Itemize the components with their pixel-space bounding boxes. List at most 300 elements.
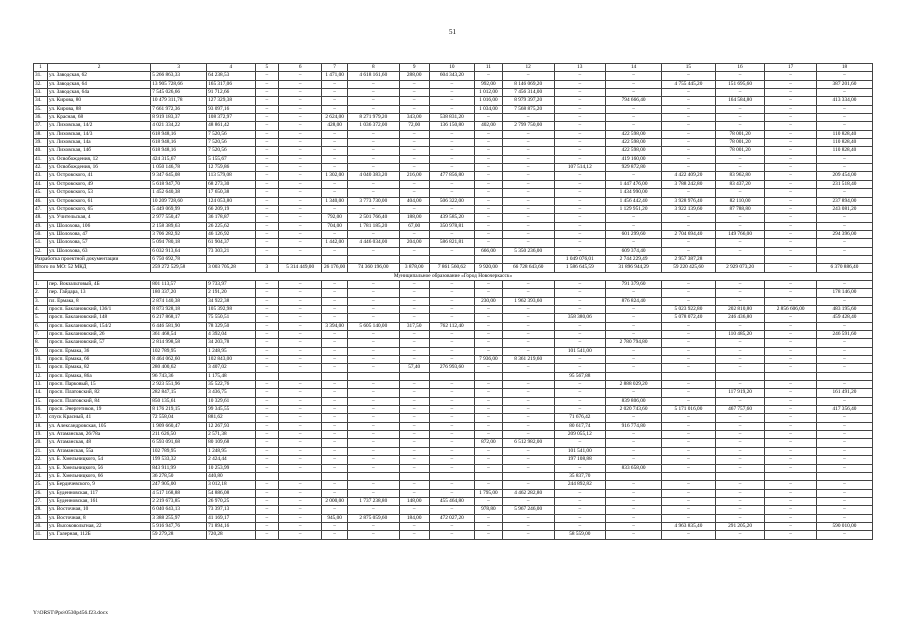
table-cell: –: [399, 289, 429, 297]
table-cell: 992,00: [474, 80, 502, 88]
table-cell: 5 350 236,00: [502, 247, 554, 255]
table-cell: 49.: [34, 222, 48, 230]
table-cell: –: [502, 347, 554, 355]
table-cell: –: [322, 422, 348, 430]
table-cell: –: [606, 80, 662, 88]
table-cell: –: [322, 381, 348, 389]
table-cell: –: [429, 489, 474, 497]
table-cell: 26 176,00: [322, 264, 348, 272]
table-row: [34, 481, 873, 489]
table-cell: 2 977 550,47: [151, 214, 207, 222]
table-cell: 422 598,00: [606, 147, 662, 155]
table-row: [34, 497, 873, 505]
table-cell: 839 806,00: [606, 397, 662, 405]
table-cell: 72 558,04: [151, 414, 207, 422]
table-cell: просп. Ермака, 66: [47, 356, 150, 364]
table-cell: 3 878,00: [399, 264, 429, 272]
table-cell: 2: [47, 64, 150, 72]
table-cell: –: [429, 189, 474, 197]
table-cell: Итого по МО: 52 МКД: [34, 264, 151, 272]
table-cell: –: [279, 356, 322, 364]
table-cell: –: [429, 205, 474, 213]
table-cell: 83 962,80: [715, 172, 764, 180]
table-cell: –: [348, 130, 400, 138]
table-cell: 34.: [34, 97, 48, 105]
table-cell: 17: [765, 64, 817, 72]
table-cell: 9 733,97: [207, 280, 255, 288]
table-cell: ул. Б. Хмельницкого, 54: [47, 456, 150, 464]
table-cell: –: [348, 397, 400, 405]
table-cell: 202 810,80: [715, 305, 764, 313]
table-cell: –: [502, 314, 554, 322]
table-cell: –: [399, 297, 429, 305]
table-cell: –: [554, 322, 606, 330]
table-cell: –: [554, 222, 606, 230]
table-cell: –: [255, 280, 279, 288]
table-cell: –: [474, 189, 502, 197]
table-cell: ул. Александровская, 105: [47, 422, 150, 430]
table-cell: –: [554, 72, 606, 80]
table-cell: 2 424,44: [207, 456, 255, 464]
table-row: [34, 297, 873, 305]
table-cell: 151 695,60: [715, 80, 764, 88]
table-cell: 26.: [34, 489, 48, 497]
table-cell: –: [429, 464, 474, 472]
table-cell: [662, 472, 716, 480]
table-cell: –: [429, 406, 474, 414]
table-cell: 1 036 372,00: [348, 122, 400, 130]
table-cell: ул. Восточная, 8: [47, 514, 150, 522]
table-cell: –: [816, 189, 872, 197]
table-cell: –: [502, 414, 554, 422]
table-cell: –: [502, 464, 554, 472]
table-row: [34, 114, 873, 122]
table-cell: 10 329,61: [207, 397, 255, 405]
table-cell: –: [279, 297, 322, 305]
table-cell: 101 541,00: [554, 347, 606, 355]
table-cell: –: [662, 122, 716, 130]
table-cell: –: [399, 247, 429, 255]
table-cell: –: [348, 422, 400, 430]
table-cell: –: [606, 356, 662, 364]
table-cell: ул. Б. Хмельницкого, 66: [47, 472, 150, 480]
table-cell: –: [399, 139, 429, 147]
table-cell: ул. Б. Хмельницкого, 56: [47, 464, 150, 472]
table-cell: 3 012,18: [207, 481, 255, 489]
table-cell: –: [255, 481, 279, 489]
table-cell: 833 658,00: [606, 464, 662, 472]
table-cell: –: [502, 447, 554, 455]
table-cell: –: [502, 130, 554, 138]
table-cell: –: [554, 439, 606, 447]
table-cell: –: [322, 89, 348, 97]
table-cell: [816, 255, 872, 263]
table-cell: –: [554, 305, 606, 313]
table-cell: –: [606, 497, 662, 505]
table-cell: –: [816, 239, 872, 247]
table-cell: –: [715, 489, 764, 497]
table-cell: –: [765, 72, 817, 80]
table-row: [34, 139, 873, 147]
table-cell: –: [474, 339, 502, 347]
table-cell: 4 392,04: [207, 331, 255, 339]
table-cell: 91 712,66: [207, 89, 255, 97]
table-cell: –: [474, 364, 502, 372]
table-cell: –: [279, 406, 322, 414]
table-cell: ул. Атаманская, 26/78а: [47, 431, 150, 439]
table-cell: –: [322, 289, 348, 297]
table-cell: 7 568 875,20: [502, 105, 554, 113]
table-cell: 13 905 728,66: [151, 80, 207, 88]
table-cell: 199 533,32: [151, 456, 207, 464]
table-row: [34, 372, 873, 380]
table-cell: 16: [715, 64, 764, 72]
table-cell: –: [662, 155, 716, 163]
table-cell: 96 743,36: [151, 372, 207, 380]
table-cell: 2 158 389,63: [151, 222, 207, 230]
table-cell: 54 886,08: [207, 489, 255, 497]
table-cell: –: [662, 506, 716, 514]
table-cell: –: [255, 97, 279, 105]
table-cell: 1 962 393,60: [502, 297, 554, 305]
table-cell: 35 522,76: [207, 381, 255, 389]
table-cell: ул. Восточная, 10: [47, 506, 150, 514]
table-cell: –: [255, 114, 279, 122]
table-cell: –: [429, 147, 474, 155]
table-cell: –: [715, 339, 764, 347]
table-cell: –: [322, 280, 348, 288]
table-cell: [502, 472, 554, 480]
table-cell: 36 178,87: [207, 214, 255, 222]
table-cell: 41 169,17: [207, 514, 255, 522]
table-cell: –: [255, 89, 279, 97]
table-cell: –: [715, 214, 764, 222]
table-cell: –: [348, 506, 400, 514]
table-cell: [662, 372, 716, 380]
table-cell: –: [474, 347, 502, 355]
table-cell: –: [554, 247, 606, 255]
table-cell: [816, 372, 872, 380]
table-cell: 720,28: [207, 531, 255, 539]
table-cell: 66 728 643,60: [502, 264, 554, 272]
table-cell: 161 491,20: [816, 389, 872, 397]
table-cell: –: [399, 230, 429, 238]
table-cell: –: [322, 506, 348, 514]
table-cell: [399, 255, 429, 263]
table-cell: –: [554, 130, 606, 138]
table-row: [34, 214, 873, 222]
table-cell: 762 112,40: [429, 322, 474, 330]
table-cell: –: [606, 514, 662, 522]
table-cell: ул. Атаманская, 55а: [47, 447, 150, 455]
table-cell: –: [715, 414, 764, 422]
table-cell: 41.: [34, 155, 48, 163]
table-cell: 38.: [34, 130, 48, 138]
table-cell: 294 396,00: [816, 230, 872, 238]
table-cell: [816, 472, 872, 480]
table-cell: ул. Высоковольтная, 22: [47, 522, 150, 530]
table-cell: пер. Гайдара, 13: [47, 289, 150, 297]
table-cell: 30.: [34, 522, 48, 530]
table-cell: [348, 372, 400, 380]
table-cell: –: [816, 514, 872, 522]
table-cell: 237 894,00: [816, 197, 872, 205]
table-cell: 244 892,82: [554, 481, 606, 489]
table-cell: –: [606, 414, 662, 422]
table-cell: –: [502, 497, 554, 505]
table-cell: ул. Заводская, 64: [47, 80, 150, 88]
table-cell: –: [715, 497, 764, 505]
table-cell: –: [662, 447, 716, 455]
table-cell: –: [322, 414, 348, 422]
table-cell: просп. Баклановский, 148: [47, 314, 150, 322]
table-cell: –: [554, 280, 606, 288]
table-cell: –: [348, 431, 400, 439]
table-cell: –: [255, 130, 279, 138]
table-cell: ул. Буденновская, 161: [47, 497, 150, 505]
table-cell: –: [816, 422, 872, 430]
table-cell: 10 479 311,78: [151, 97, 207, 105]
table-cell: –: [816, 356, 872, 364]
table-cell: –: [322, 105, 348, 113]
table-cell: 8 979 397,20: [502, 97, 554, 105]
table-cell: 2 020 743,60: [606, 406, 662, 414]
table-cell: [322, 255, 348, 263]
table-cell: –: [255, 139, 279, 147]
table-cell: –: [322, 180, 348, 188]
table-cell: ул. Островского, 53: [47, 189, 150, 197]
table-cell: –: [348, 80, 400, 88]
table-cell: 459 428,40: [816, 314, 872, 322]
table-cell: 8 361 219,60: [502, 356, 554, 364]
table-cell: пл. Ермака, 8: [47, 297, 150, 305]
table-cell: –: [474, 522, 502, 530]
table-cell: –: [322, 147, 348, 155]
table-cell: –: [715, 531, 764, 539]
table-cell: ул. Лиховская, 14б: [47, 147, 150, 155]
table-cell: 46 126,92: [207, 230, 255, 238]
table-cell: 8 873 928,18: [151, 305, 207, 313]
table-cell: 1 471,00: [322, 72, 348, 80]
table-cell: –: [255, 464, 279, 472]
table-cell: –: [502, 289, 554, 297]
table-cell: 5 449 069,99: [151, 205, 207, 213]
table-row: [34, 280, 873, 288]
table-cell: 14: [606, 64, 662, 72]
table-cell: –: [279, 80, 322, 88]
table-cell: –: [255, 514, 279, 522]
table-cell: –: [765, 197, 817, 205]
table-cell: –: [429, 439, 474, 447]
table-cell: 75 550,51: [207, 314, 255, 322]
table-cell: 1 909 660,47: [151, 422, 207, 430]
table-cell: –: [816, 222, 872, 230]
table-cell: –: [502, 164, 554, 172]
table-cell: –: [474, 230, 502, 238]
table-cell: [348, 472, 400, 480]
table-cell: [255, 255, 279, 263]
table-cell: –: [765, 189, 817, 197]
table-cell: –: [765, 280, 817, 288]
table-cell: –: [765, 381, 817, 389]
table-cell: 2 929 073,20: [715, 264, 764, 272]
table-cell: –: [554, 406, 606, 414]
table-cell: –: [279, 122, 322, 130]
table-cell: –: [348, 464, 400, 472]
table-cell: –: [279, 389, 322, 397]
table-cell: –: [502, 322, 554, 330]
table-cell: –: [765, 297, 817, 305]
table-cell: –: [474, 205, 502, 213]
table-cell: 32.: [34, 80, 48, 88]
table-cell: –: [606, 322, 662, 330]
table-cell: 73 303,21: [207, 247, 255, 255]
table-cell: –: [322, 431, 348, 439]
table-cell: –: [348, 289, 400, 297]
table-cell: просп. Баклановский, 154/2: [47, 322, 150, 330]
table-cell: –: [399, 481, 429, 489]
table-cell: –: [429, 230, 474, 238]
table-cell: –: [348, 406, 400, 414]
table-cell: ул. Кирова, 80: [47, 97, 150, 105]
table-cell: –: [816, 364, 872, 372]
table-cell: –: [279, 139, 322, 147]
table-cell: –: [715, 222, 764, 230]
table-cell: –: [279, 347, 322, 355]
table-cell: –: [399, 205, 429, 213]
table-cell: –: [255, 389, 279, 397]
table-cell: –: [348, 189, 400, 197]
table-cell: –: [399, 164, 429, 172]
table-cell: [715, 372, 764, 380]
table-cell: ул. Шолохова, 63: [47, 247, 150, 255]
table-cell: 477 856,80: [429, 172, 474, 180]
table-row: [34, 406, 873, 414]
table-cell: –: [255, 406, 279, 414]
table-cell: –: [502, 531, 554, 539]
table-cell: –: [279, 514, 322, 522]
table-cell: –: [715, 155, 764, 163]
table-cell: –: [765, 389, 817, 397]
table-cell: –: [554, 122, 606, 130]
table-cell: –: [429, 289, 474, 297]
table-cell: 113 579,08: [207, 172, 255, 180]
table-cell: 204,00: [399, 239, 429, 247]
table-cell: –: [279, 305, 322, 313]
table-cell: –: [606, 364, 662, 372]
table-cell: 609 374,40: [606, 247, 662, 255]
table-cell: –: [474, 147, 502, 155]
table-cell: 2 799 750,00: [502, 122, 554, 130]
table-cell: 17.: [34, 414, 48, 422]
table-cell: 24.: [34, 472, 48, 480]
table-cell: 108 372,97: [207, 114, 255, 122]
table-cell: 288,00: [399, 72, 429, 80]
table-cell: –: [765, 172, 817, 180]
table-cell: –: [255, 205, 279, 213]
table-cell: –: [348, 339, 400, 347]
table-cell: –: [554, 172, 606, 180]
table-cell: ул. Освобождения, 16: [47, 164, 150, 172]
table-cell: –: [662, 280, 716, 288]
table-cell: 2 888 029,20: [606, 381, 662, 389]
table-cell: –: [765, 531, 817, 539]
table-cell: [715, 255, 764, 263]
table-cell: 58 559,00: [554, 531, 606, 539]
table-cell: [279, 372, 322, 380]
table-cell: –: [279, 97, 322, 105]
table-cell: –: [502, 305, 554, 313]
table-cell: 3 407,02: [207, 364, 255, 372]
table-cell: ул. Бердичевского, 9: [47, 481, 150, 489]
table-cell: –: [502, 230, 554, 238]
table-cell: –: [816, 447, 872, 455]
table-cell: –: [554, 514, 606, 522]
table-cell: –: [279, 164, 322, 172]
table-cell: [348, 255, 400, 263]
table-cell: –: [255, 297, 279, 305]
table-cell: –: [279, 214, 322, 222]
table-cell: –: [765, 139, 817, 147]
table-cell: –: [765, 439, 817, 447]
table-cell: –: [474, 514, 502, 522]
table-cell: –: [816, 414, 872, 422]
table-cell: –: [765, 322, 817, 330]
table-cell: –: [429, 164, 474, 172]
table-cell: –: [348, 305, 400, 313]
table-cell: –: [399, 347, 429, 355]
table-cell: 881,62: [207, 414, 255, 422]
table-cell: –: [554, 397, 606, 405]
table-cell: 44.: [34, 180, 48, 188]
table-cell: 7.: [34, 331, 48, 339]
table-cell: просп. Ермака, 86а: [47, 372, 150, 380]
table-cell: 35.: [34, 105, 48, 113]
table-cell: –: [765, 497, 817, 505]
table-cell: –: [279, 339, 322, 347]
table-cell: –: [429, 247, 474, 255]
table-cell: 6: [279, 64, 322, 72]
table-cell: –: [715, 89, 764, 97]
table-cell: 40.: [34, 147, 48, 155]
table-cell: 929 872,80: [606, 164, 662, 172]
table-cell: –: [322, 456, 348, 464]
table-cell: –: [348, 414, 400, 422]
table-cell: 3 003 705,28: [207, 264, 255, 272]
table-cell: 4 755 445,20: [662, 80, 716, 88]
table-cell: –: [662, 331, 716, 339]
table-cell: –: [429, 414, 474, 422]
table-cell: –: [765, 105, 817, 113]
table-cell: 794 666,40: [606, 97, 662, 105]
table-cell: 3 922 139,60: [662, 205, 716, 213]
table-row: [34, 414, 873, 422]
table-cell: 59 220 425,60: [662, 264, 716, 272]
table-cell: –: [429, 397, 474, 405]
table-cell: –: [816, 122, 872, 130]
table-cell: –: [554, 356, 606, 364]
table-row: [34, 439, 873, 447]
table-cell: 48 861,42: [207, 122, 255, 130]
table-cell: 590 010,00: [816, 522, 872, 530]
table-cell: [606, 472, 662, 480]
table-cell: –: [715, 506, 764, 514]
table-cell: –: [474, 222, 502, 230]
table-cell: –: [279, 247, 322, 255]
table-row: [34, 522, 873, 530]
table-cell: –: [429, 356, 474, 364]
table-cell: –: [279, 439, 322, 447]
